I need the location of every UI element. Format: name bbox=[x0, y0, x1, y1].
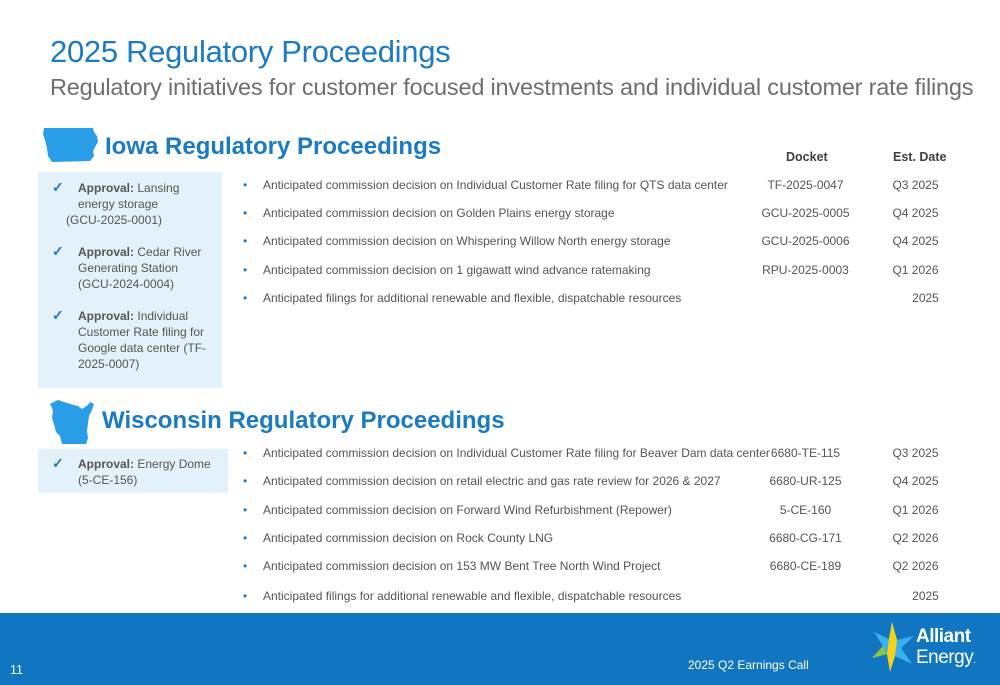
approval-label: Approval: bbox=[78, 181, 135, 195]
row-text: Anticipated commission decision on Individual Customer Rate filing for QTS data center bbox=[263, 178, 728, 192]
row-text: Anticipated commission decision on Forward Wind Refurbishment (Repower) bbox=[263, 503, 672, 517]
row-date: Q3 2025 bbox=[892, 178, 939, 192]
row-date: Q2 2026 bbox=[892, 559, 939, 573]
bullet: • bbox=[243, 263, 248, 277]
bullet: • bbox=[243, 474, 248, 488]
row-date: Q4 2025 bbox=[892, 206, 939, 220]
wisconsin-row bbox=[243, 589, 948, 607]
wisconsin-approvals-panel bbox=[38, 449, 228, 493]
approval-text: Cedar River Generating Station (GCU-2024-0004) bbox=[78, 245, 202, 291]
bullet: • bbox=[243, 446, 248, 460]
page-subtitle: Regulatory initiatives for customer focused investments and individual customer rate filings bbox=[50, 74, 974, 100]
iowa-row bbox=[243, 206, 948, 224]
bullet: • bbox=[243, 531, 248, 545]
row-docket: RPU-2025-0003 bbox=[762, 263, 849, 277]
approval-text: Lansing energy storage bbox=[78, 181, 180, 211]
row-date: Q1 2026 bbox=[892, 263, 939, 277]
row-docket: 6680-UR-125 bbox=[769, 474, 842, 488]
row-text: Anticipated commission decision on retail electric and gas rate review for 2026 & 2027 bbox=[263, 474, 721, 488]
approval-docket: (GCU-2025-0001) bbox=[66, 213, 163, 227]
row-docket: GCU-2025-0005 bbox=[761, 206, 850, 220]
check-icon: ✓ bbox=[52, 179, 64, 195]
footer-bar bbox=[0, 613, 1000, 685]
approval-label: Approval: bbox=[78, 245, 135, 259]
bullet: • bbox=[243, 559, 248, 573]
approval-text: Energy Dome (5-CE-156) bbox=[78, 457, 211, 487]
row-date: 2025 bbox=[912, 589, 939, 603]
approval-item bbox=[38, 456, 228, 488]
bullet: • bbox=[243, 291, 248, 305]
wisconsin-state-icon bbox=[48, 396, 100, 448]
row-date: 2025 bbox=[912, 291, 939, 305]
iowa-row bbox=[243, 234, 948, 252]
row-text: Anticipated commission decision on 1 gigawatt wind advance ratemaking bbox=[263, 263, 651, 277]
row-date: Q4 2025 bbox=[892, 234, 939, 248]
iowa-row bbox=[243, 263, 948, 281]
check-icon: ✓ bbox=[52, 307, 64, 323]
approval-item bbox=[38, 180, 222, 228]
logo-wordmark-mark: . bbox=[973, 655, 976, 666]
row-text: Anticipated commission decision on 153 MW Bent Tree North Wind Project bbox=[263, 559, 661, 573]
row-date: Q4 2025 bbox=[892, 474, 939, 488]
wisconsin-row bbox=[243, 503, 948, 521]
row-docket: 6680-CE-189 bbox=[769, 559, 842, 573]
iowa-state-icon bbox=[42, 126, 100, 164]
row-docket: 5-CE-160 bbox=[779, 503, 832, 517]
row-text: Anticipated commission decision on Individual Customer Rate filing for Beaver Dam data center bbox=[263, 446, 770, 460]
row-date: Q1 2026 bbox=[892, 503, 939, 517]
row-text: Anticipated commission decision on Whispering Willow North energy storage bbox=[263, 234, 671, 248]
check-icon: ✓ bbox=[52, 243, 64, 259]
row-text: Anticipated filings for additional renewable and flexible, dispatchable resources bbox=[263, 589, 682, 603]
row-docket: 6680-CG-171 bbox=[769, 531, 842, 545]
bullet: • bbox=[243, 503, 248, 517]
row-docket: TF-2025-0047 bbox=[767, 178, 844, 192]
page-number: 11 bbox=[10, 663, 23, 677]
est-date-column-header: Est. Date bbox=[893, 150, 947, 164]
iowa-approvals-panel bbox=[38, 172, 222, 388]
wisconsin-row bbox=[243, 446, 948, 464]
logo-wordmark-line2 bbox=[916, 647, 975, 669]
row-docket: 6680-TE-115 bbox=[770, 446, 841, 460]
logo-wordmark-energy: Energy bbox=[916, 647, 974, 668]
bullet: • bbox=[243, 178, 248, 192]
bullet: • bbox=[243, 234, 248, 248]
iowa-section-title: Iowa Regulatory Proceedings bbox=[105, 133, 442, 160]
wisconsin-row bbox=[243, 559, 948, 577]
wisconsin-row bbox=[243, 531, 948, 549]
alliant-star-logo-icon bbox=[870, 620, 916, 674]
logo-wordmark-line1: Alliant bbox=[916, 626, 971, 647]
bullet: • bbox=[243, 589, 248, 603]
footer-label: 2025 Q2 Earnings Call bbox=[688, 658, 809, 672]
row-date: Q3 2025 bbox=[892, 446, 939, 460]
row-text: Anticipated commission decision on Rock County LNG bbox=[263, 531, 554, 545]
check-icon: ✓ bbox=[52, 455, 64, 471]
row-text: Anticipated commission decision on Golden Plains energy storage bbox=[263, 206, 615, 220]
wisconsin-section-title: Wisconsin Regulatory Proceedings bbox=[102, 407, 505, 434]
row-text: Anticipated filings for additional renewable and flexible, dispatchable resources bbox=[263, 291, 682, 305]
wisconsin-row bbox=[243, 474, 948, 492]
approval-label: Approval: bbox=[78, 309, 135, 323]
page-title: 2025 Regulatory Proceedings bbox=[50, 34, 451, 69]
docket-column-header: Docket bbox=[786, 150, 828, 164]
approval-item bbox=[38, 308, 222, 372]
iowa-row bbox=[243, 178, 948, 196]
approval-label: Approval: bbox=[78, 457, 135, 471]
approval-text: Individual Customer Rate filing for Google data center (TF-2025-0007) bbox=[78, 309, 207, 371]
row-date: Q2 2026 bbox=[892, 531, 939, 545]
row-docket: GCU-2025-0006 bbox=[761, 234, 850, 248]
iowa-row bbox=[243, 291, 948, 309]
bullet: • bbox=[243, 206, 248, 220]
approval-item bbox=[38, 244, 222, 292]
